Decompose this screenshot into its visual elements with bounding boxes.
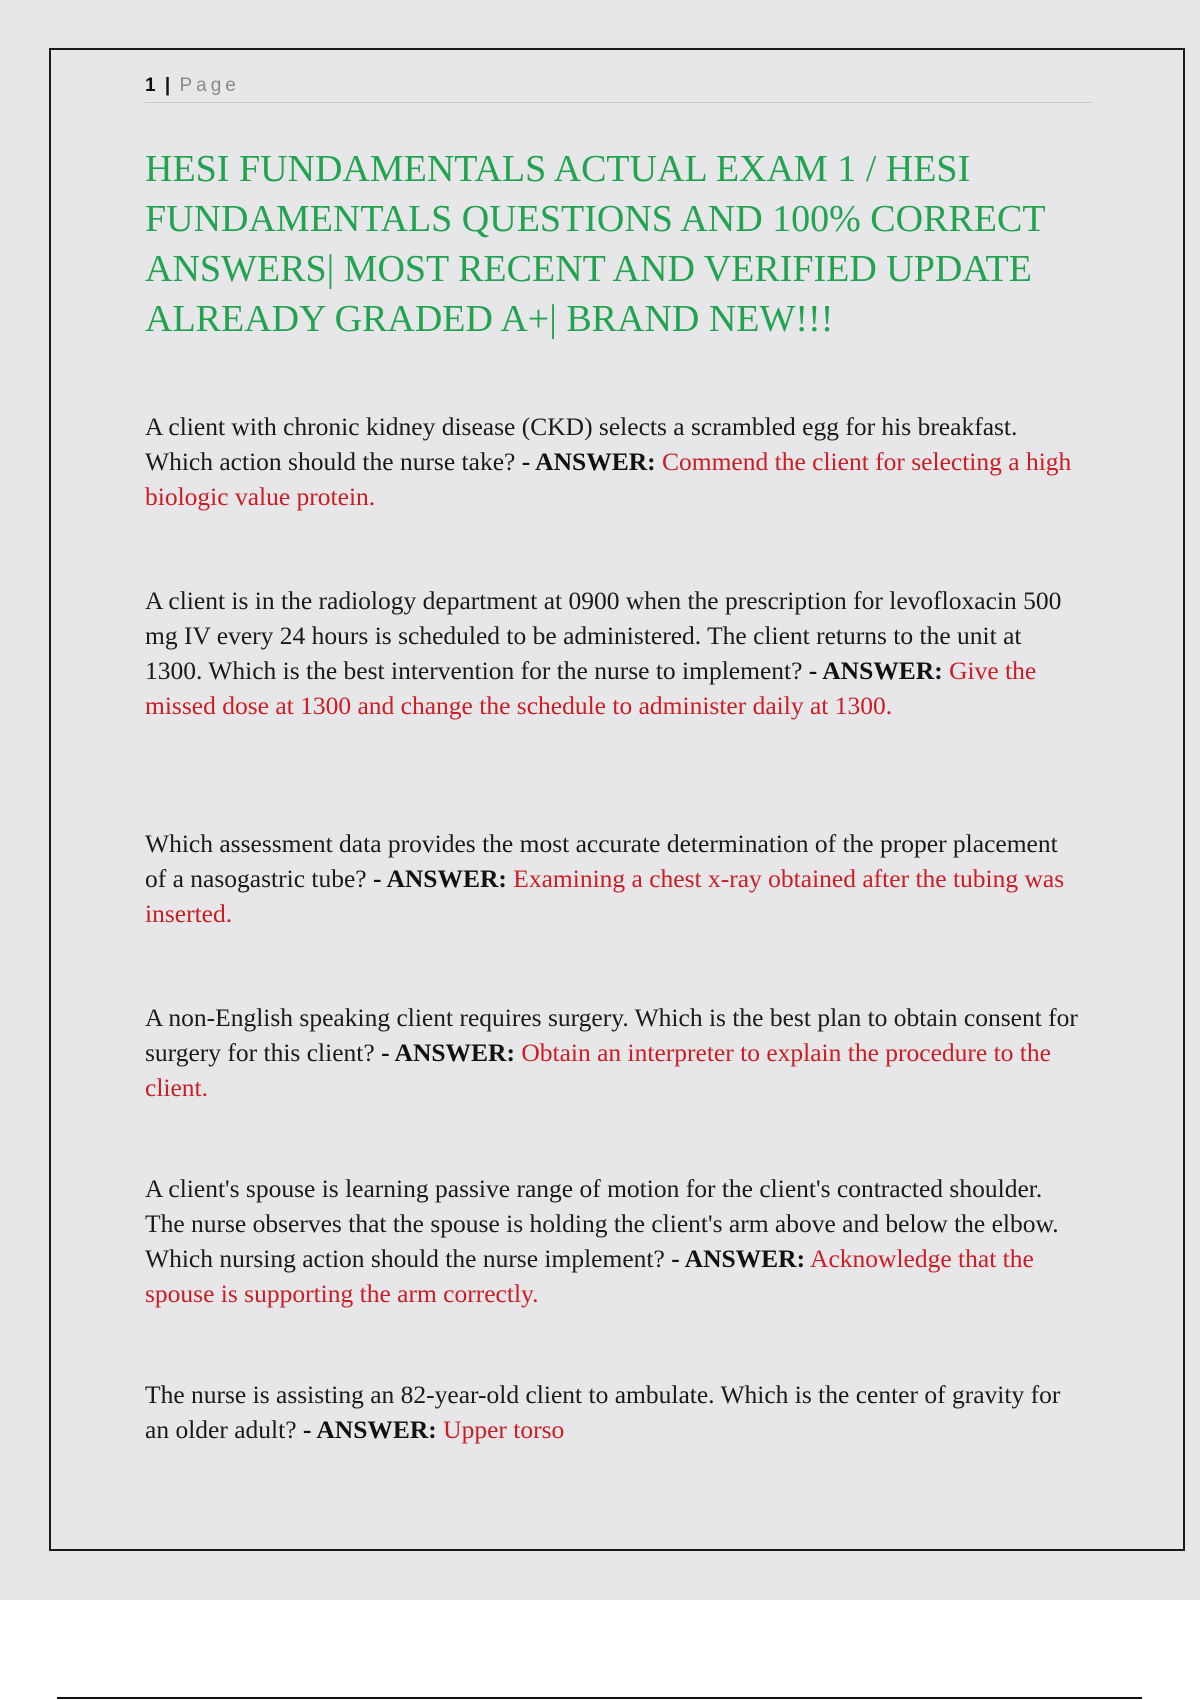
question-answer-item — [145, 1000, 1085, 1105]
page-separator: | — [164, 75, 171, 96]
answer-label: - ANSWER: — [373, 864, 507, 893]
answer-label: - ANSWER: — [808, 656, 943, 685]
answer-label: - ANSWER: — [302, 1415, 437, 1444]
question-text: A non-English speaking client requires surgery. Which is the best plan to obtain consent for surgery for this client? — [145, 1003, 1078, 1067]
answer-text: Examining a chest x-ray obtained after the tubing was inserted. — [145, 864, 1065, 928]
question-answer-item — [145, 583, 1085, 723]
answer-label: - ANSWER: — [521, 447, 656, 476]
question-answer-item — [145, 826, 1085, 931]
answer-text: Acknowledge that the spouse is supporting the arm correctly. — [145, 1244, 1034, 1308]
question-text: Which assessment data provides the most accurate determination of the proper placement of a nasogastric tube? — [145, 829, 1058, 893]
question-answer-item — [145, 1377, 1085, 1447]
question-text: A client is in the radiology department at 0900 when the prescription for levofloxacin 500 mg IV every 24 hours is scheduled to be administered. The client returns to the unit at 1300. Which is the best intervention for the nurse to implement? — [145, 586, 1062, 685]
answer-label: - ANSWER: — [671, 1244, 806, 1273]
question-answer-item — [145, 409, 1085, 514]
question-text: A client with chronic kidney disease (CKD) selects a scrambled egg for his breakfast. Which action should the nurse take? — [145, 412, 1018, 476]
answer-text: Commend the client for selecting a high biologic value protein. — [145, 447, 1072, 511]
answer-label: - ANSWER: — [381, 1038, 515, 1067]
question-text: A client's spouse is learning passive range of motion for the client's contracted shoulder. The nurse observes that the spouse is holding the client's arm above and below the elbow. Which nursing action should the nurse implement? — [145, 1174, 1059, 1273]
answer-text: Upper torso — [443, 1415, 565, 1444]
answer-text: Obtain an interpreter to explain the procedure to the client. — [145, 1038, 1051, 1102]
question-answer-item — [145, 1171, 1085, 1311]
page-number: 1 — [145, 75, 156, 96]
footer-divider — [57, 1697, 1142, 1699]
page-label: Page — [179, 75, 240, 96]
question-text: The nurse is assisting an 82-year-old client to ambulate. Which is the center of gravity for an older adult? — [145, 1380, 1061, 1444]
answer-text: Give the missed dose at 1300 and change the schedule to administer daily at 1300. — [145, 656, 1037, 720]
document-title: HESI FUNDAMENTALS ACTUAL EXAM 1 / HESI FUNDAMENTALS QUESTIONS AND 100% CORRECT ANSWERS| MOST RECENT AND VERIFIED UPDATE ALREADY GRADED A+| BRAND NEW!!! — [145, 148, 1045, 340]
page-header — [145, 72, 1092, 103]
